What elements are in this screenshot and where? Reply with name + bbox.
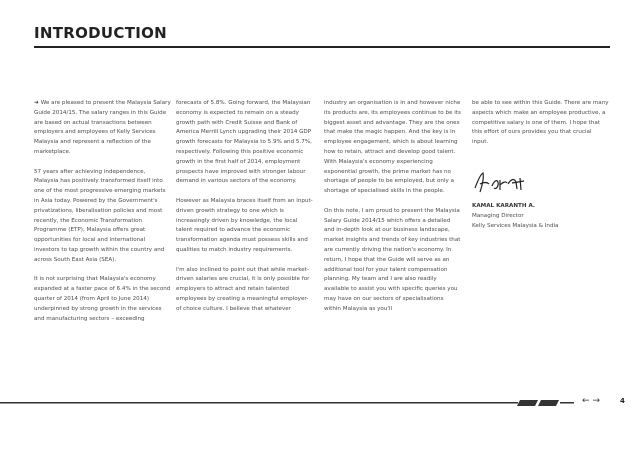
column-4	[472, 99, 609, 231]
paragraph: However as Malaysia braces itself from an input-driven growth strategy to one which is increasingly driven by knowledge, the local talent required to advance the economic transformation agenda must possess skills and qualities to match industry requirements.	[176, 197, 313, 253]
signatory-name: KAMAL KARANTH A.	[472, 202, 536, 209]
paragraph: I'm also inclined to point out that while market-driven salaries are crucial, it is only possible for employers to attract and retain talented employees by creating a meaningful employer-of choice culture. I believe that whatever	[176, 266, 310, 312]
paragraph: forecasts of 5.8%. Going forward, the Malaysian economy is expected to remain on a steady growth path with Credit Suisse and Bank of America Merrill Lynch upgrading their 2014 GDP growth forecasts for Malaysia to 5.9% and 5.7%, respectively. Following this positive economic growth in the first half of 2014, employment prospects have improved with stronger labour demand in various sectors of the economy.	[176, 100, 312, 185]
paragraph: ➜ We are pleased to present the Malaysia Salary Guide 2014/15. The salary ranges in this Guide are based on actual transactions between employers and employees of Kelly Services Malaysia and represent a reflection of the marketplace.	[34, 100, 171, 155]
signatory-title: Managing Director	[472, 212, 524, 219]
arrow-right-icon[interactable]: →	[592, 396, 601, 406]
column-1	[34, 99, 171, 334]
arrow-right-icon: ➜	[34, 100, 39, 106]
paragraph: On this note, I am proud to present the Malaysia Salary Guide 2014/15 which offers a detailed and in-depth look at our business landscape, market insights and trends of key industries that are currently driving the nation's economy. In return, I hope that the Guide will serve as an additional tool for your talent compensation planning. My team and I are also readily available to assist you with specific queries you may have on our sectors of specialisations within Malaysia as you'll	[324, 207, 461, 312]
title-rule	[34, 46, 610, 48]
page-title: INTRODUCTION	[34, 24, 168, 42]
paragraph: 57 years after achieving independence, Malaysia has positively transformed itself into one of the most progressive emerging markets in Asia today. Powered by the Government's privatizations, liberalisation policies and most recently, the Economic Transformation Programme (ETP), Malaysia offers great opportunities for local and international investors to tap growth within the country and across South East Asia (SEA).	[34, 168, 166, 263]
column-2	[176, 99, 313, 324]
paragraph: It is not surprising that Malaysia's economy expanded at a faster pace of 6.4% in the second quarter of 2014 (from April to June 2014) underpinned by strong growth in the services and manufacturing sectors – exceeding	[34, 276, 171, 322]
signature-image	[472, 170, 609, 200]
page-number: 4	[620, 397, 625, 405]
paragraph: industry an organisation is in and however niche its products are, its employees continue to be its biggest asset and advantage. They are the ones that make the magic happen. And the key is in employee engagement, which is about learning how to retain, attract and develop good talent. With Malaysia's economy experiencing exponential growth, the prime market has no shortage of people to be employed, but only a shortage of specialised skills in the people.	[324, 100, 461, 195]
paragraph: be able to see within this Guide. There are many aspects which make an employee productive, a competitive salary is one of them. I hope that this effort of ours provides you that crucial input.	[472, 100, 609, 146]
footer-bar	[0, 398, 638, 408]
column-3	[324, 99, 461, 324]
arrow-left-icon[interactable]: ←	[582, 396, 590, 406]
signatory-company: Kelly Services Malaysia & India	[472, 222, 559, 229]
page-navigation	[582, 396, 603, 406]
